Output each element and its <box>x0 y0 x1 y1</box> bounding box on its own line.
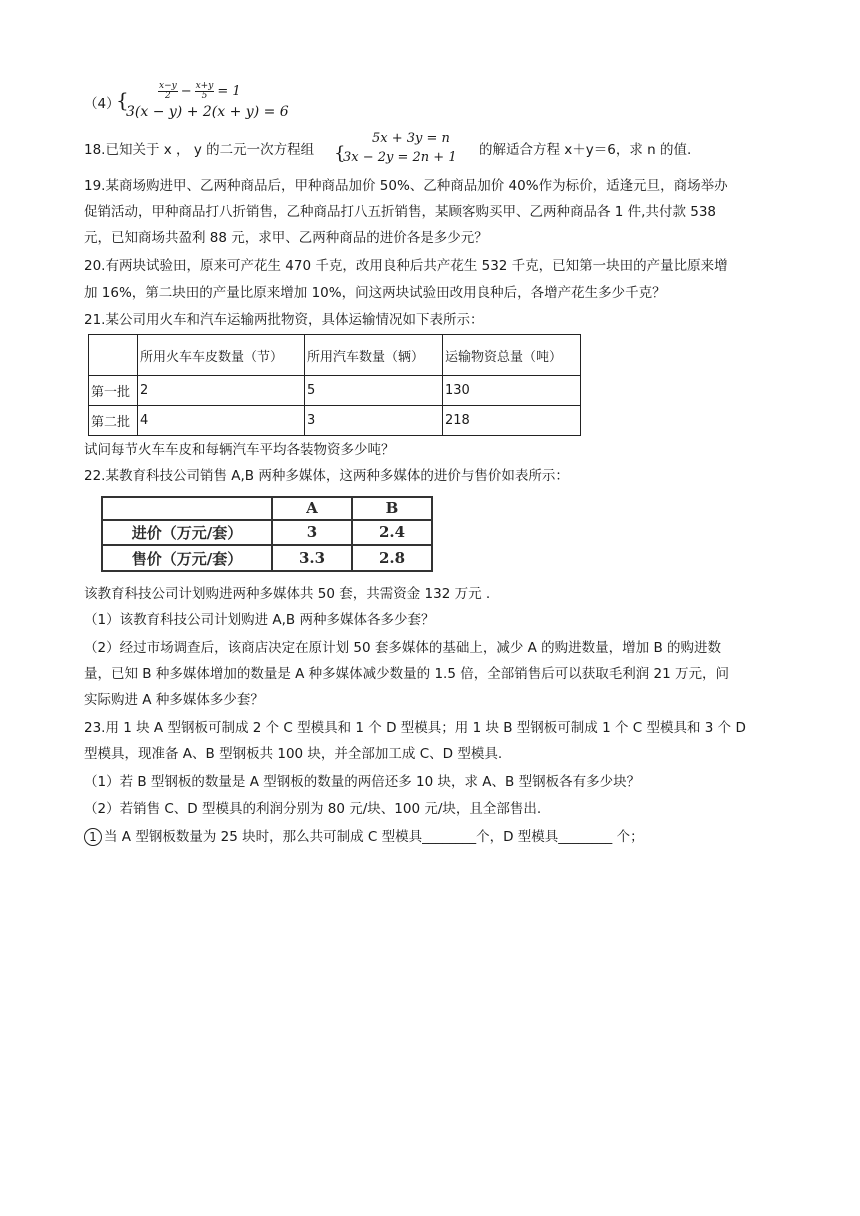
table-header-cell: A <box>272 497 352 520</box>
table-cell: 4 <box>138 406 305 436</box>
q22-intro: 22.某教育科技公司销售 A,B 两种多媒体，这两种多媒体的进价与售价如表所示： <box>84 468 569 484</box>
table-row <box>102 545 432 571</box>
table-cell: 第二批 <box>89 406 138 436</box>
q23-sub-2-1 <box>84 827 644 847</box>
q20-line-2: 加 16%，第二块田的产量比原来增加 10%，问这两块试验田改用良种后，各增产花生多少千克？ <box>84 285 666 301</box>
table-cell: 2.8 <box>352 545 432 571</box>
table-cell: 5 <box>305 376 443 406</box>
table-header-cell: 所用火车车皮数量（节） <box>138 335 305 376</box>
q19-line-3: 元，已知商场共盈利 88 元，求甲、乙两种商品的进价各是多少元？ <box>84 230 488 246</box>
table-cell: 第一批 <box>89 376 138 406</box>
q21-table <box>88 334 581 436</box>
table-cell: 3 <box>305 406 443 436</box>
table-header-cell: 所用汽车数量（辆） <box>305 335 443 376</box>
table-cell: 2 <box>138 376 305 406</box>
q22-price-table-image <box>101 496 433 574</box>
q23-sub-2-1-text: 当 A 型钢板数量为 25 块时，那么共可制成 C 型模具________个，D 型模具________ 个； <box>104 829 644 845</box>
table-row <box>89 376 581 406</box>
q23-sub-1: （1）若 B 型钢板的数量是 A 型钢板的数量的两倍还多 10 块，求 A、B 型钢板各有多少块？ <box>84 774 641 790</box>
q20-line-1: 20.有两块试验田，原来可产花生 470 千克，改用良种后共产花生 532 千克，已知第一块田的产量比原来增 <box>84 258 728 274</box>
table-cell: 进价（万元/套） <box>102 520 272 546</box>
q23-sub-2: （2）若销售 C、D 型模具的利润分别为 80 元/块、100 元/块，且全部售出. <box>84 801 542 817</box>
table-cell: 3 <box>272 520 352 546</box>
q18-text-b: 的解适合方程 x＋y＝6，求 n 的值. <box>479 142 692 158</box>
q21-question: 试问每节火车车皮和每辆汽车平均各装物资多少吨？ <box>84 442 395 458</box>
table-cell: 3.3 <box>272 545 352 571</box>
table-cell: 218 <box>443 406 581 436</box>
table-header-cell: 运输物资总量（吨） <box>443 335 581 376</box>
table-cell: 售价（万元/套） <box>102 545 272 571</box>
q22-sub-2-line-2: 量，已知 B 种多媒体增加的数量是 A 种多媒体减少数量的 1.5 倍，全部销售后可以获取毛利润 21 万元，问 <box>84 666 729 682</box>
table-row <box>89 406 581 436</box>
q17-4-label: （4） <box>84 96 120 112</box>
q18-equation-2: 3x − 2y = 2n + 1 <box>343 150 457 165</box>
q18-text-a: 18.已知关于 x ， y 的二元一次方程组 <box>84 142 315 158</box>
q22-price-table <box>101 496 433 572</box>
q18-equation-1: 5x + 3y = n <box>372 131 450 146</box>
table-cell <box>89 335 138 376</box>
q22-plan: 该教育科技公司计划购进两种多媒体共 50 套，共需资金 132 万元 . <box>84 586 491 602</box>
q21-intro: 21.某公司用火车和汽车运输两批物资，具体运输情况如下表所示： <box>84 312 484 328</box>
table-cell <box>102 497 272 520</box>
q17-4-brace: { <box>116 88 129 112</box>
q22-sub-2-line-1: （2）经过市场调查后，该商店决定在原计划 50 套多媒体的基础上，减少 A 的购进数量，增加 B 的购进数 <box>84 640 722 656</box>
q23-line-1: 23.用 1 块 A 型钢板可制成 2 个 C 型模具和 1 个 D 型模具；用 1 块 B 型钢板可制成 1 个 C 型模具和 3 个 D <box>84 720 746 736</box>
table-header-row <box>102 497 432 520</box>
table-row <box>102 520 432 546</box>
table-header-cell: B <box>352 497 432 520</box>
q22-sub-1: （1）该教育科技公司计划购进 A,B 两种多媒体各多少套？ <box>84 612 435 628</box>
table-cell: 130 <box>443 376 581 406</box>
q22-sub-2-line-3: 实际购进 A 种多媒体多少套？ <box>84 692 264 708</box>
q19-line-1: 19.某商场购进甲、乙两种商品后，甲种商品加价 50%、乙种商品加价 40%作为标价，适逢元旦，商场举办 <box>84 178 728 194</box>
circled-number-one: 1 <box>84 828 102 846</box>
q19-line-2: 促销活动，甲种商品打八折销售，乙种商品打八五折销售，某顾客购买甲、乙两种商品各 1 件,共付款 538 <box>84 204 717 220</box>
q17-4-equation-1: $\frac{x-y}{2}$ − $\frac{x+y}{5}$ = 1 <box>159 81 241 101</box>
table-cell: 2.4 <box>352 520 432 546</box>
table-header-row <box>89 335 581 376</box>
q17-4-equation-2: 3(x − y) + 2(x + y) = 6 <box>126 104 289 120</box>
q23-line-2: 型模具，现准备 A、B 型钢板共 100 块，并全部加工成 C、D 型模具. <box>84 746 503 762</box>
q18-brace: { <box>334 143 346 164</box>
